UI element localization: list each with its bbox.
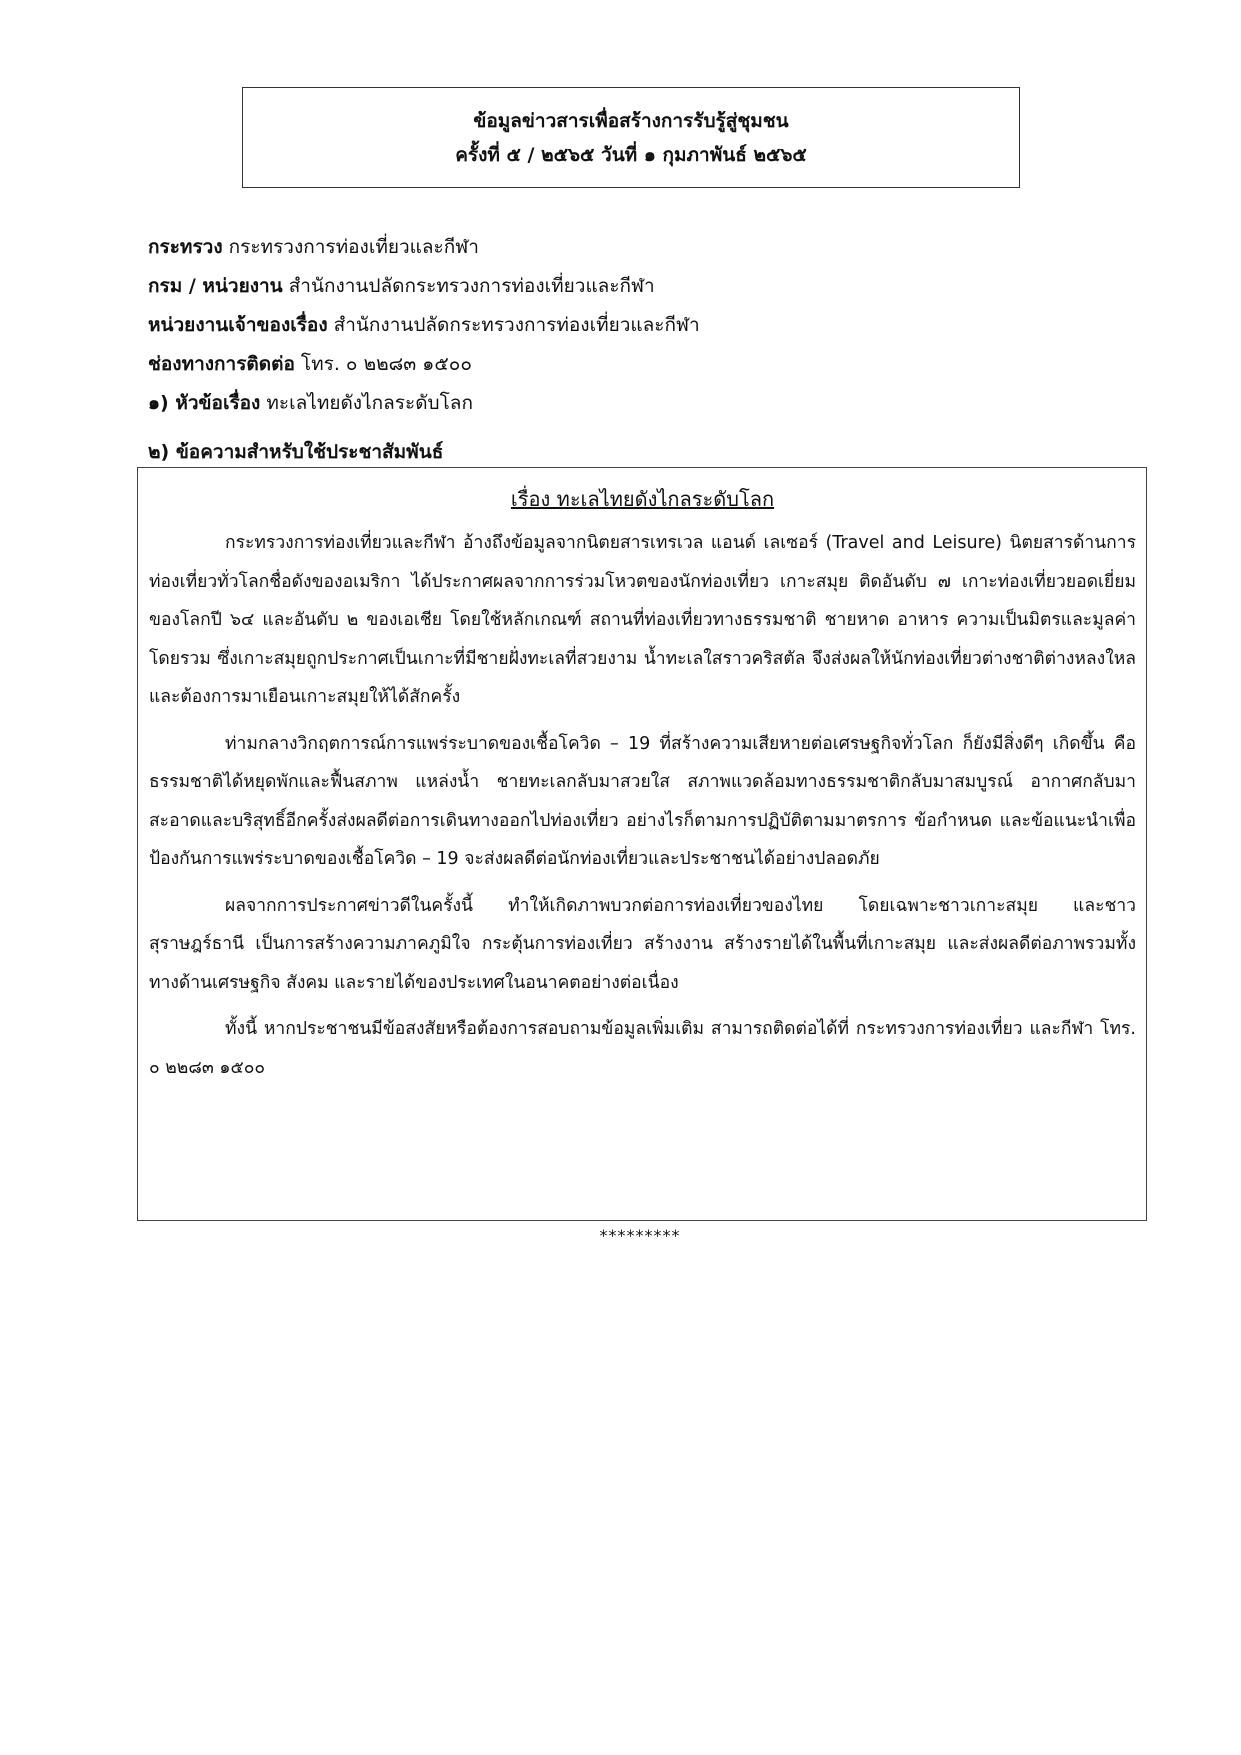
meta-contact-value: โทร. ๐ ๒๒๘๓ ๑๕๐๐ (300, 353, 472, 375)
end-marker: ********* (599, 1226, 681, 1245)
press-release-box (137, 467, 1147, 1221)
meta-ministry (148, 228, 1148, 267)
paragraph-2: ท่ามกลางวิกฤตการณ์การแพร่ระบาดของเชื้อโควิด – 19 ที่สร้างความเสียหายต่อเศรษฐกิจทั่วโลก ก็ยังมีสิ่งดีๆ เกิดขึ้น คือธรรมชาติได้หยุดพักและฟื้นสภาพ แหล่งน้ำ ชายทะเลกลับมาสวยใส สภาพแวดล้อมทางธรรมชาติกลับมาสมบูรณ์ อากาศกลับมาสะอาดและบริสุทธิ์อีกครั้งส่งผลดีต่อการเดินทางออกไปท่องเที่ยว อย่างไรก็ตามการปฏิบัติตามมาตรการ ข้อกำหนด และข้อแนะนำเพื่อป้องกันการแพร่ระบาดของเชื้อโควิด – 19 จะส่งผลดีต่อนักท่องเที่ยวและประชาชนได้อย่างปลอดภัย (149, 733, 1136, 869)
meta-owner-value: สำนักงานปลัดกระทรวงการท่องเที่ยวและกีฬา (333, 314, 700, 336)
meta-topic (148, 384, 1148, 423)
press-release-title-text: เรื่อง ทะเลไทยดังไกลระดับโลก (510, 487, 775, 511)
meta-ministry-label: กระทรวง (148, 236, 223, 258)
press-release-title (149, 482, 1136, 516)
meta-owner (148, 306, 1148, 345)
meta-department (148, 267, 1148, 306)
header-issue-date: ครั้งที่ ๕ / ๒๕๖๕ วันที่ ๑ กุมภาพันธ์ ๒๕๖๕ (455, 144, 807, 166)
meta-department-label: กรม / หน่วยงาน (148, 275, 283, 297)
document-header-box (242, 87, 1020, 188)
paragraph-3: ผลจากการประกาศข่าวดีในครั้งนี้ ทำให้เกิดภาพบวกต่อการท่องเที่ยวของไทย โดยเฉพาะชาวเกาะสมุย และชาวสุราษฎร์ธานี เป็นการสร้างความภาคภูมิใจ กระตุ้นการท่องเที่ยว สร้างงาน สร้างรายได้ในพื้นที่เกาะสมุย และส่งผลดีต่อภาพรวมทั้งทางด้านเศรษฐกิจ สังคม และรายได้ของประเทศในอนาคตอย่างต่อเนื่อง (149, 895, 1136, 993)
meta-topic-label: ๑) หัวข้อเรื่อง (148, 392, 261, 414)
meta-contact (148, 345, 1148, 384)
meta-ministry-value: กระทรวงการท่องเที่ยวและกีฬา (228, 236, 479, 258)
meta-topic-value: ทะเลไทยดังไกลระดับโลก (266, 392, 473, 414)
paragraph-1: กระทรวงการท่องเที่ยวและกีฬา อ้างถึงข้อมูลจากนิตยสารเทรเวล แอนด์ เลเซอร์ (Travel and Leisure) นิตยสารด้านการท่องเที่ยวทั่วโลกชื่อดังของอเมริกา ได้ประกาศผลจากการร่วมโหวตของนักท่องเที่ยว เกาะสมุย ติดอันดับ ๗ เกาะท่องเที่ยวยอดเยี่ยมของโลกปี ๖๔ และอันดับ ๒ ของเอเชีย โดยใช้หลักเกณฑ์ สถานที่ท่องเที่ยวทางธรรมชาติ ชายหาด อาหาร ความเป็นมิตรและมูลค่าโดยรวม ซึ่งเกาะสมุยถูกประกาศเป็นเกาะที่มีชายฝั่งทะเลที่สวยงาม น้ำทะเลใสราวคริสตัล จึงส่งผลให้นักท่องเที่ยวต่างชาติต่างหลงใหล และต้องการมาเยือนเกาะสมุยให้ได้สักครั้ง (149, 533, 1136, 707)
header-title: ข้อมูลข่าวสารเพื่อสร้างการรับรู้สู่ชุมชน (473, 110, 789, 132)
paragraph-4: ทั้งนี้ หากประชาชนมีข้อสงสัยหรือต้องการสอบถามข้อมูลเพิ่มเติม สามารถติดต่อได้ที่ กระทรวงการท่องเที่ยว และกีฬา โทร. ๐ ๒๒๘๓ ๑๕๐๐ (149, 1019, 1136, 1078)
section-2-heading: ๒) ข้อความสำหรับใช้ประชาสัมพันธ์ (148, 441, 444, 463)
document-meta (148, 228, 1148, 423)
meta-contact-label: ช่องทางการติดต่อ (148, 353, 295, 375)
meta-owner-label: หน่วยงานเจ้าของเรื่อง (148, 314, 328, 336)
meta-department-value: สำนักงานปลัดกระทรวงการท่องเที่ยวและกีฬา (288, 275, 655, 297)
